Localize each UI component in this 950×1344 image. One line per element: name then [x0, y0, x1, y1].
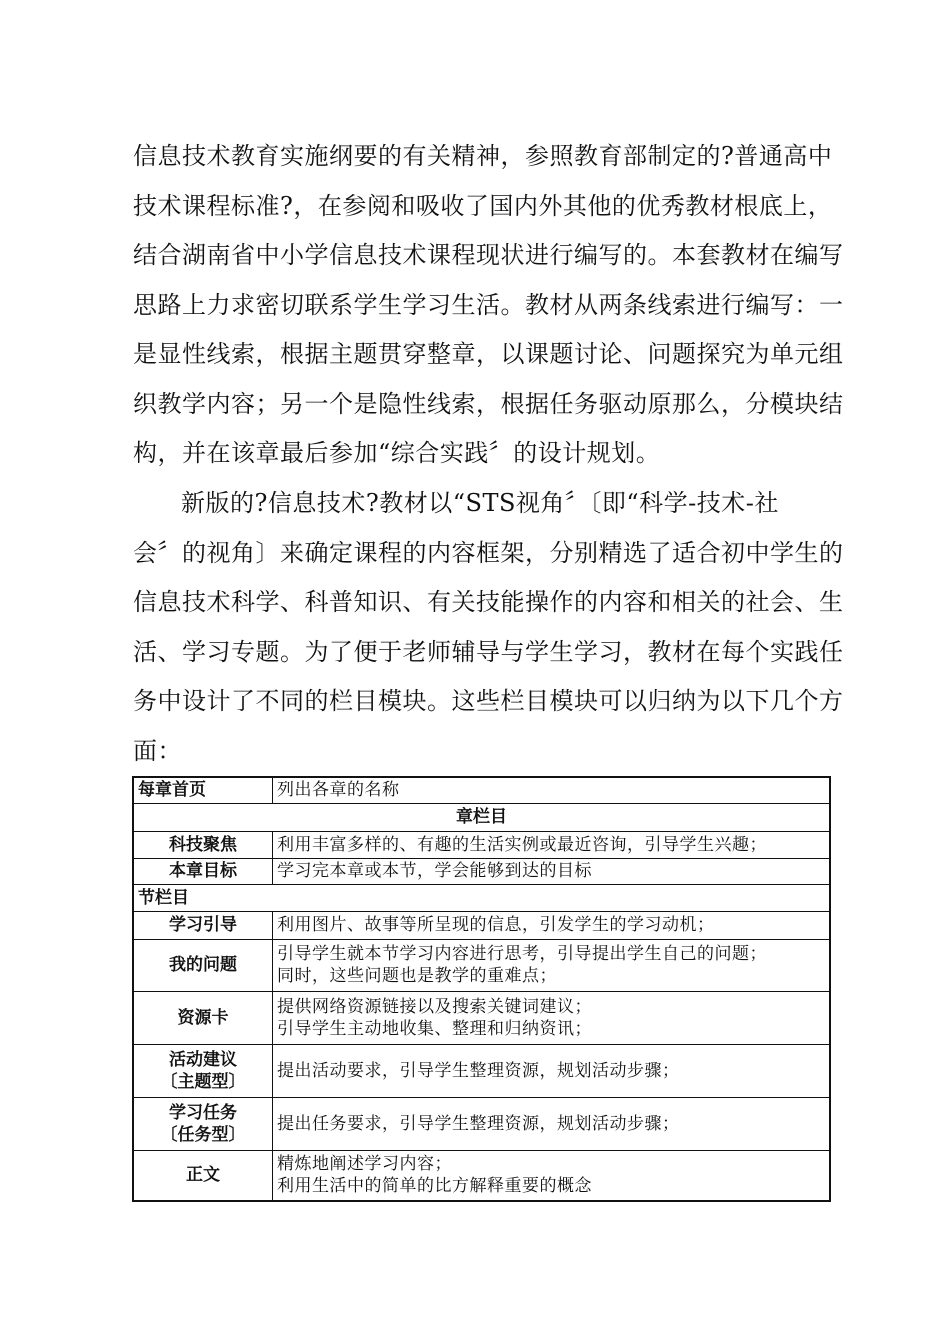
section-title: 节栏目	[133, 884, 830, 911]
table-row	[133, 939, 830, 991]
table-row	[133, 803, 830, 831]
table-row	[133, 991, 830, 1044]
row-value	[273, 1150, 831, 1201]
row-value	[273, 991, 831, 1044]
paragraph-line: 技术课程标准?，在参阅和吸收了国内外其他的优秀教材根底上，	[133, 191, 833, 220]
table-row	[133, 777, 830, 803]
table-row	[133, 911, 830, 939]
key-line: 活动建议	[169, 1049, 237, 1070]
chapter-section-title: 章栏目	[133, 803, 830, 831]
row-value: 列出各章的名称	[273, 777, 831, 803]
value-line: 利用图片、故事等所呈现的信息，引发学生的学习动机；	[277, 915, 715, 935]
paragraph-line: 会〞的视角〕来确定课程的内容框架，分别精选了适合初中学生的	[133, 538, 844, 567]
row-key: 本章目标	[133, 858, 273, 884]
paragraph-line: 信息技术教育实施纲要的有关精神，参照教育部制定的?普通高中	[133, 142, 833, 170]
paragraph-line: 思路上力求密切联系学生学习生活。教材从两条线索进行编写：一	[133, 290, 844, 319]
value-line: 精炼地阐述学习内容；	[277, 1154, 452, 1175]
row-key	[133, 1044, 273, 1097]
row-key: 科技聚焦	[133, 831, 273, 858]
paragraph-line: 活、学习专题。为了便于老师辅导与学生学习，教材在每个实践任	[133, 637, 844, 666]
row-key: 正文	[133, 1150, 273, 1201]
row-value	[273, 1097, 831, 1150]
table-row	[133, 1044, 830, 1097]
key-line: 〔任务型〕	[160, 1124, 246, 1145]
row-key	[133, 1097, 273, 1150]
paragraph-line: 构，并在该章最后参加“综合实践〞的设计规划。	[133, 439, 661, 467]
paragraph-line: 织教学内容；另一个是隐性线索，根据任务驱动原那么，分模块结	[133, 389, 844, 418]
key-line: 〔主题型〕	[160, 1071, 246, 1092]
paragraph-line: 是显性线索，根据主题贯穿整章，以课题讨论、问题探究为单元组	[133, 340, 844, 368]
value-line: 同时，这些问题也是教学的重难点；	[277, 966, 557, 986]
paragraph-line: 面：	[133, 736, 182, 765]
value-line: 提出任务要求，引导学生整理资源，规划活动步骤；	[277, 1113, 680, 1134]
paragraph-line: 信息技术科学、科普知识、有关技能操作的内容和相关的社会、生	[133, 588, 844, 616]
row-value	[273, 939, 831, 991]
paragraph-line: 务中设计了不同的栏目模块。这些栏目模块可以归纳为以下几个方	[133, 687, 844, 715]
row-key: 每章首页	[133, 777, 273, 803]
column-modules-table	[132, 776, 831, 1202]
row-value	[273, 911, 831, 939]
table-row	[133, 884, 830, 911]
paragraph-line: 新版的?信息技术?教材以“STS视角〞〔即“科学-技术-社	[181, 489, 779, 517]
value-line: 引导学生就本节学习内容进行思考，引导提出学生自己的问题；	[277, 944, 767, 964]
key-line: 学习任务	[169, 1102, 237, 1123]
table-row	[133, 1150, 830, 1201]
row-value	[273, 1044, 831, 1097]
paragraph-line: 结合湖南省中小学信息技术课程现状进行编写的。本套教材在编写	[133, 241, 844, 269]
row-key: 学习引导	[133, 911, 273, 939]
row-key: 我的问题	[133, 939, 273, 991]
table-row	[133, 831, 830, 858]
table-row	[133, 1097, 830, 1150]
value-line: 利用生活中的简单的比方解释重要的概念	[277, 1176, 592, 1197]
row-key: 资源卡	[133, 991, 273, 1044]
paragraph-2	[133, 479, 844, 776]
value-line: 引导学生主动地收集、整理和归纳资讯；	[277, 1018, 592, 1039]
value-line: 提供网络资源链接以及搜索关键词建议；	[277, 996, 592, 1017]
paragraph-1	[133, 132, 844, 479]
row-value: 利用丰富多样的、有趣的生活实例或最近咨询，引导学生兴趣；	[273, 831, 831, 858]
value-line: 提出活动要求，引导学生整理资源，规划活动步骤；	[277, 1060, 680, 1081]
table-row	[133, 858, 830, 884]
row-value: 学习完本章或本节，学会能够到达的目标	[273, 858, 831, 884]
